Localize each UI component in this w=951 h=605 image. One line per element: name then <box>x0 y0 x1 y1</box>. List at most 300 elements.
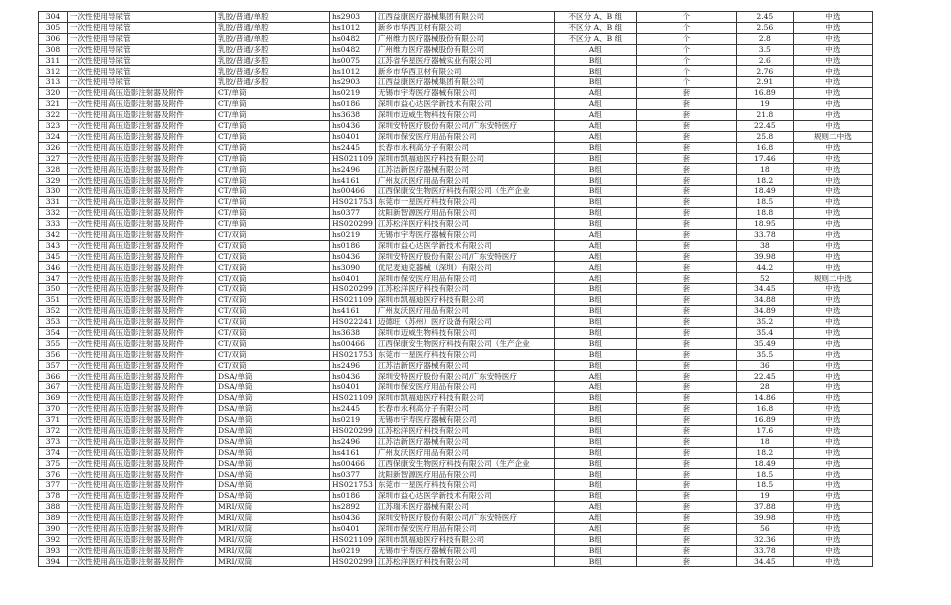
result-cell: 中选 <box>793 382 872 393</box>
group-cell: A组 <box>554 110 636 121</box>
company-code-cell: HS021109 <box>330 534 376 545</box>
product-name-cell: 一次性使用高压造影注射器及附件 <box>68 295 216 306</box>
company-name-cell: 东莞市一星医疗科技有限公司 <box>375 197 554 208</box>
product-name-cell: 一次性使用高压造影注射器及附件 <box>68 327 216 338</box>
result-cell: 中选 <box>793 306 872 317</box>
company-name-cell: 深圳市凯福迪医疗科技有限公司 <box>375 393 554 404</box>
table-row <box>39 262 873 273</box>
company-name-cell: 迈德旺（苏州）医疗设备有限公司 <box>375 316 554 327</box>
group-cell: A组 <box>554 262 636 273</box>
unit-cell: 套 <box>636 295 736 306</box>
table-row <box>39 523 873 534</box>
unit-cell: 套 <box>636 208 736 219</box>
row-number-cell: 354 <box>39 327 68 338</box>
row-number-cell: 352 <box>39 306 68 317</box>
spec-cell: DSA/单筒 <box>216 436 330 447</box>
table-row <box>39 295 873 306</box>
company-name-cell: 深圳市益心达医学新技术有限公司 <box>375 240 554 251</box>
group-cell: A组 <box>554 240 636 251</box>
product-name-cell: 一次性使用高压造影注射器及附件 <box>68 523 216 534</box>
unit-cell: 套 <box>636 110 736 121</box>
group-cell: A组 <box>554 131 636 142</box>
price-cell: 18 <box>736 436 793 447</box>
group-cell: A组 <box>554 382 636 393</box>
result-cell: 中选 <box>793 491 872 502</box>
unit-cell: 套 <box>636 480 736 491</box>
group-cell: A组 <box>554 99 636 110</box>
unit-cell: 套 <box>636 262 736 273</box>
result-cell: 中选 <box>793 66 872 77</box>
product-name-cell: 一次性使用高压造影注射器及附件 <box>68 556 216 567</box>
result-cell: 中选 <box>793 44 872 55</box>
spec-cell: CT/双筒 <box>216 316 330 327</box>
row-number-cell: 388 <box>39 502 68 513</box>
company-code-cell: hs3090 <box>330 262 376 273</box>
price-cell: 2.45 <box>736 12 793 23</box>
result-cell: 中选 <box>793 33 872 44</box>
unit-cell: 套 <box>636 349 736 360</box>
result-cell: 中选 <box>793 480 872 491</box>
price-cell: 2.76 <box>736 66 793 77</box>
company-name-cell: 深圳安特医疗股份有限公司/广东安特医疗 <box>375 512 554 523</box>
spec-cell: CT/单筒 <box>216 88 330 99</box>
row-number-cell: 311 <box>39 55 68 66</box>
row-number-cell: 328 <box>39 164 68 175</box>
unit-cell: 套 <box>636 251 736 262</box>
company-code-cell: hs0436 <box>330 512 376 523</box>
unit-cell: 套 <box>636 512 736 523</box>
price-cell: 16.8 <box>736 142 793 153</box>
result-cell: 中选 <box>793 371 872 382</box>
product-name-cell: 一次性使用高压造影注射器及附件 <box>68 99 216 110</box>
unit-cell: 套 <box>636 382 736 393</box>
product-name-cell: 一次性使用高压造影注射器及附件 <box>68 88 216 99</box>
company-name-cell: 江苏松洋医疗科技有限公司 <box>375 425 554 436</box>
unit-cell: 套 <box>636 316 736 327</box>
price-cell: 39.98 <box>736 251 793 262</box>
row-number-cell: 312 <box>39 66 68 77</box>
unit-cell: 个 <box>636 12 736 23</box>
row-number-cell: 356 <box>39 349 68 360</box>
price-cell: 18.8 <box>736 208 793 219</box>
spec-cell: DSA/单筒 <box>216 469 330 480</box>
table-row <box>39 512 873 523</box>
product-name-cell: 一次性使用高压造影注射器及附件 <box>68 218 216 229</box>
row-number-cell: 369 <box>39 393 68 404</box>
product-name-cell: 一次性使用导尿管 <box>68 33 216 44</box>
company-name-cell: 江西益康医疗器械集团有限公司 <box>375 12 554 23</box>
table-body <box>39 12 873 567</box>
product-name-cell: 一次性使用高压造影注射器及附件 <box>68 316 216 327</box>
spec-cell: CT/单筒 <box>216 120 330 131</box>
company-code-cell: hs0401 <box>330 382 376 393</box>
group-cell: B组 <box>554 469 636 480</box>
result-cell: 中选 <box>793 142 872 153</box>
group-cell: A组 <box>554 502 636 513</box>
company-code-cell: hs3638 <box>330 110 376 121</box>
company-name-cell: 深圳市益心达医学新技术有限公司 <box>375 491 554 502</box>
spec-cell: CT/单筒 <box>216 218 330 229</box>
product-name-cell: 一次性使用高压造影注射器及附件 <box>68 338 216 349</box>
spec-cell: DSA/单筒 <box>216 447 330 458</box>
table-row <box>39 327 873 338</box>
company-code-cell: HS020299 <box>330 556 376 567</box>
result-cell: 中选 <box>793 218 872 229</box>
group-cell: A组 <box>554 523 636 534</box>
group-cell: B组 <box>554 295 636 306</box>
result-cell: 中选 <box>793 153 872 164</box>
price-cell: 34.45 <box>736 284 793 295</box>
unit-cell: 个 <box>636 55 736 66</box>
price-cell: 2.56 <box>736 22 793 33</box>
company-name-cell: 广州友沃医疗用品有限公司 <box>375 447 554 458</box>
company-code-cell: hs0377 <box>330 208 376 219</box>
spec-cell: DSA/单筒 <box>216 458 330 469</box>
table-row <box>39 534 873 545</box>
group-cell: B组 <box>554 458 636 469</box>
table-row <box>39 55 873 66</box>
table-row <box>39 142 873 153</box>
product-name-cell: 一次性使用高压造影注射器及附件 <box>68 229 216 240</box>
group-cell: B组 <box>554 164 636 175</box>
row-number-cell: 342 <box>39 229 68 240</box>
row-number-cell: 306 <box>39 33 68 44</box>
price-cell: 17.46 <box>736 153 793 164</box>
result-cell: 中选 <box>793 295 872 306</box>
row-number-cell: 351 <box>39 295 68 306</box>
company-code-cell: HS021109 <box>330 153 376 164</box>
group-cell: B组 <box>554 66 636 77</box>
row-number-cell: 367 <box>39 382 68 393</box>
company-name-cell: 新乡市华西卫材有限公司 <box>375 22 554 33</box>
row-number-cell: 377 <box>39 480 68 491</box>
group-cell: A组 <box>554 88 636 99</box>
company-code-cell: hs0401 <box>330 273 376 284</box>
group-cell: B组 <box>554 534 636 545</box>
product-name-cell: 一次性使用高压造影注射器及附件 <box>68 502 216 513</box>
product-name-cell: 一次性使用高压造影注射器及附件 <box>68 186 216 197</box>
company-code-cell: HS021109 <box>330 295 376 306</box>
row-number-cell: 350 <box>39 284 68 295</box>
row-number-cell: 355 <box>39 338 68 349</box>
product-name-cell: 一次性使用高压造影注射器及附件 <box>68 480 216 491</box>
product-name-cell: 一次性使用高压造影注射器及附件 <box>68 436 216 447</box>
group-cell: B组 <box>554 284 636 295</box>
product-name-cell: 一次性使用高压造影注射器及附件 <box>68 349 216 360</box>
company-code-cell: hs2496 <box>330 360 376 371</box>
spec-cell: DSA/单筒 <box>216 404 330 415</box>
unit-cell: 套 <box>636 469 736 480</box>
product-name-cell: 一次性使用高压造影注射器及附件 <box>68 306 216 317</box>
product-name-cell: 一次性使用高压造影注射器及附件 <box>68 262 216 273</box>
spec-cell: CT/单筒 <box>216 175 330 186</box>
unit-cell: 套 <box>636 131 736 142</box>
product-name-cell: 一次性使用高压造影注射器及附件 <box>68 545 216 556</box>
price-cell: 34.89 <box>736 306 793 317</box>
row-number-cell: 331 <box>39 197 68 208</box>
product-name-cell: 一次性使用高压造影注射器及附件 <box>68 131 216 142</box>
company-name-cell: 深圳市迈威生物科技有限公司 <box>375 110 554 121</box>
price-cell: 2.8 <box>736 33 793 44</box>
result-cell: 规则二中选 <box>793 273 872 284</box>
unit-cell: 套 <box>636 447 736 458</box>
table-row <box>39 371 873 382</box>
product-name-cell: 一次性使用导尿管 <box>68 12 216 23</box>
company-code-cell: hs00466 <box>330 458 376 469</box>
spec-cell: CT/单筒 <box>216 131 330 142</box>
unit-cell: 套 <box>636 360 736 371</box>
table-row <box>39 349 873 360</box>
row-number-cell: 322 <box>39 110 68 121</box>
unit-cell: 个 <box>636 77 736 88</box>
company-code-cell: hs0219 <box>330 545 376 556</box>
price-cell: 2.6 <box>736 55 793 66</box>
group-cell: B组 <box>554 414 636 425</box>
row-number-cell: 332 <box>39 208 68 219</box>
company-name-cell: 新乡市华西卫材有限公司 <box>375 66 554 77</box>
company-code-cell: hs4161 <box>330 447 376 458</box>
price-cell: 17.6 <box>736 425 793 436</box>
table-row <box>39 88 873 99</box>
result-cell: 中选 <box>793 502 872 513</box>
price-cell: 35.5 <box>736 349 793 360</box>
group-cell: A组 <box>554 120 636 131</box>
company-name-cell: 深圳市凯福迪医疗科技有限公司 <box>375 153 554 164</box>
table-row <box>39 414 873 425</box>
price-cell: 16.8 <box>736 404 793 415</box>
row-number-cell: 375 <box>39 458 68 469</box>
product-name-cell: 一次性使用高压造影注射器及附件 <box>68 393 216 404</box>
company-name-cell: 无锡市宇寿医疗器械有限公司 <box>375 414 554 425</box>
result-cell: 中选 <box>793 360 872 371</box>
company-code-cell: hs4161 <box>330 175 376 186</box>
group-cell: B组 <box>554 556 636 567</box>
company-name-cell: 江西保康安生物医疗科技有限公司（生产企业 <box>375 186 554 197</box>
company-code-cell: HS021109 <box>330 393 376 404</box>
group-cell: A组 <box>554 251 636 262</box>
product-name-cell: 一次性使用高压造影注射器及附件 <box>68 458 216 469</box>
table-row <box>39 284 873 295</box>
price-cell: 33.78 <box>736 229 793 240</box>
unit-cell: 套 <box>636 175 736 186</box>
group-cell: B组 <box>554 186 636 197</box>
spec-cell: CT/双筒 <box>216 251 330 262</box>
row-number-cell: 320 <box>39 88 68 99</box>
result-cell: 中选 <box>793 316 872 327</box>
unit-cell: 套 <box>636 436 736 447</box>
spec-cell: DSA/单筒 <box>216 393 330 404</box>
group-cell: B组 <box>554 77 636 88</box>
spec-cell: CT/单筒 <box>216 164 330 175</box>
product-name-cell: 一次性使用高压造影注射器及附件 <box>68 110 216 121</box>
table-row <box>39 240 873 251</box>
price-cell: 18 <box>736 164 793 175</box>
company-name-cell: 沈阳新智源医疗用品有限公司 <box>375 469 554 480</box>
company-name-cell: 江苏省华星医疗器械实业有限公司 <box>375 55 554 66</box>
table-row <box>39 425 873 436</box>
unit-cell: 套 <box>636 491 736 502</box>
table-row <box>39 436 873 447</box>
table-row <box>39 458 873 469</box>
company-name-cell: 深圳安特医疗股份有限公司/广东安特医疗 <box>375 120 554 131</box>
result-cell: 中选 <box>793 240 872 251</box>
row-number-cell: 321 <box>39 99 68 110</box>
product-name-cell: 一次性使用高压造影注射器及附件 <box>68 414 216 425</box>
row-number-cell: 305 <box>39 22 68 33</box>
group-cell: B组 <box>554 360 636 371</box>
company-name-cell: 深圳市保安医疗用品有限公司 <box>375 131 554 142</box>
unit-cell: 个 <box>636 33 736 44</box>
table-row <box>39 22 873 33</box>
row-number-cell: 394 <box>39 556 68 567</box>
spec-cell: CT/双筒 <box>216 229 330 240</box>
company-name-cell: 广州维力医疗器械股份有限公司 <box>375 33 554 44</box>
row-number-cell: 327 <box>39 153 68 164</box>
table-row <box>39 360 873 371</box>
company-code-cell: hs0436 <box>330 371 376 382</box>
row-number-cell: 357 <box>39 360 68 371</box>
product-name-cell: 一次性使用高压造影注射器及附件 <box>68 404 216 415</box>
table-row <box>39 12 873 23</box>
result-cell: 中选 <box>793 349 872 360</box>
product-name-cell: 一次性使用高压造影注射器及附件 <box>68 197 216 208</box>
company-code-cell: hs0401 <box>330 523 376 534</box>
group-cell: B组 <box>554 142 636 153</box>
product-name-cell: 一次性使用导尿管 <box>68 44 216 55</box>
unit-cell: 套 <box>636 284 736 295</box>
spec-cell: CT/双筒 <box>216 338 330 349</box>
product-name-cell: 一次性使用高压造影注射器及附件 <box>68 284 216 295</box>
spec-cell: CT/双筒 <box>216 360 330 371</box>
company-code-cell: HS020299 <box>330 218 376 229</box>
company-name-cell: 广州维力医疗器械股份有限公司 <box>375 44 554 55</box>
result-cell: 中选 <box>793 447 872 458</box>
row-number-cell: 345 <box>39 251 68 262</box>
result-cell: 中选 <box>793 512 872 523</box>
result-cell: 中选 <box>793 120 872 131</box>
table-row <box>39 447 873 458</box>
product-name-cell: 一次性使用高压造影注射器及附件 <box>68 360 216 371</box>
company-name-cell: 优尼麦迪克器械（深圳）有限公司 <box>375 262 554 273</box>
spec-cell: CT/单筒 <box>216 99 330 110</box>
price-cell: 34.45 <box>736 556 793 567</box>
table-row <box>39 120 873 131</box>
unit-cell: 套 <box>636 425 736 436</box>
unit-cell: 套 <box>636 197 736 208</box>
price-cell: 21.8 <box>736 110 793 121</box>
row-number-cell: 313 <box>39 77 68 88</box>
row-number-cell: 371 <box>39 414 68 425</box>
company-name-cell: 长春市永利高分子有限公司 <box>375 142 554 153</box>
product-name-cell: 一次性使用高压造影注射器及附件 <box>68 208 216 219</box>
table-row <box>39 131 873 142</box>
company-code-cell: hs2445 <box>330 404 376 415</box>
price-cell: 18.2 <box>736 447 793 458</box>
row-number-cell: 370 <box>39 404 68 415</box>
group-cell: B组 <box>554 197 636 208</box>
group-cell: B组 <box>554 316 636 327</box>
result-cell: 中选 <box>793 197 872 208</box>
table-row <box>39 491 873 502</box>
company-name-cell: 江苏松洋医疗科技有限公司 <box>375 556 554 567</box>
group-cell: B组 <box>554 306 636 317</box>
company-name-cell: 沈阳新智源医疗用品有限公司 <box>375 208 554 219</box>
result-cell: 中选 <box>793 436 872 447</box>
result-cell: 中选 <box>793 469 872 480</box>
product-name-cell: 一次性使用导尿管 <box>68 77 216 88</box>
company-name-cell: 深圳市迈威生物科技有限公司 <box>375 327 554 338</box>
company-code-cell: hs1012 <box>330 66 376 77</box>
company-name-cell: 长春市永利高分子有限公司 <box>375 404 554 415</box>
product-name-cell: 一次性使用导尿管 <box>68 55 216 66</box>
group-cell: B组 <box>554 55 636 66</box>
unit-cell: 套 <box>636 393 736 404</box>
table-row <box>39 251 873 262</box>
group-cell: 不区分 A、B 组 <box>554 22 636 33</box>
spec-cell: CT/双筒 <box>216 295 330 306</box>
company-code-cell: hs2903 <box>330 77 376 88</box>
row-number-cell: 324 <box>39 131 68 142</box>
row-number-cell: 372 <box>39 425 68 436</box>
unit-cell: 套 <box>636 338 736 349</box>
price-cell: 19 <box>736 491 793 502</box>
table-row <box>39 229 873 240</box>
group-cell: B组 <box>554 447 636 458</box>
price-cell: 19 <box>736 99 793 110</box>
row-number-cell: 347 <box>39 273 68 284</box>
unit-cell: 套 <box>636 404 736 415</box>
unit-cell: 套 <box>636 327 736 338</box>
row-number-cell: 374 <box>39 447 68 458</box>
row-number-cell: 393 <box>39 545 68 556</box>
company-name-cell: 江苏松洋医疗科技有限公司 <box>375 218 554 229</box>
spec-cell: CT/单筒 <box>216 186 330 197</box>
price-cell: 18.95 <box>736 218 793 229</box>
company-name-cell: 无锡市宇寿医疗器械有限公司 <box>375 229 554 240</box>
product-name-cell: 一次性使用高压造影注射器及附件 <box>68 164 216 175</box>
group-cell: B组 <box>554 404 636 415</box>
table-row <box>39 153 873 164</box>
unit-cell: 套 <box>636 99 736 110</box>
unit-cell: 个 <box>636 44 736 55</box>
table-row <box>39 208 873 219</box>
product-name-cell: 一次性使用高压造影注射器及附件 <box>68 382 216 393</box>
product-name-cell: 一次性使用高压造影注射器及附件 <box>68 120 216 131</box>
company-code-cell: hs0186 <box>330 491 376 502</box>
spec-cell: CT/单筒 <box>216 197 330 208</box>
company-name-cell: 深圳安特医疗股份有限公司/广东安特医疗 <box>375 251 554 262</box>
spec-cell: DSA/单筒 <box>216 371 330 382</box>
result-cell: 中选 <box>793 523 872 534</box>
result-cell: 中选 <box>793 556 872 567</box>
result-cell: 中选 <box>793 12 872 23</box>
unit-cell: 套 <box>636 556 736 567</box>
price-cell: 25.8 <box>736 131 793 142</box>
result-cell: 中选 <box>793 110 872 121</box>
product-name-cell: 一次性使用高压造影注射器及附件 <box>68 371 216 382</box>
company-code-cell: hs0482 <box>330 33 376 44</box>
price-cell: 35.49 <box>736 338 793 349</box>
company-name-cell: 江苏洁新医疗器械有限公司 <box>375 436 554 447</box>
row-number-cell: 366 <box>39 371 68 382</box>
unit-cell: 套 <box>636 229 736 240</box>
row-number-cell: 323 <box>39 120 68 131</box>
price-cell: 35.4 <box>736 327 793 338</box>
unit-cell: 套 <box>636 306 736 317</box>
company-code-cell: hs0186 <box>330 99 376 110</box>
unit-cell: 个 <box>636 22 736 33</box>
group-cell: B组 <box>554 436 636 447</box>
